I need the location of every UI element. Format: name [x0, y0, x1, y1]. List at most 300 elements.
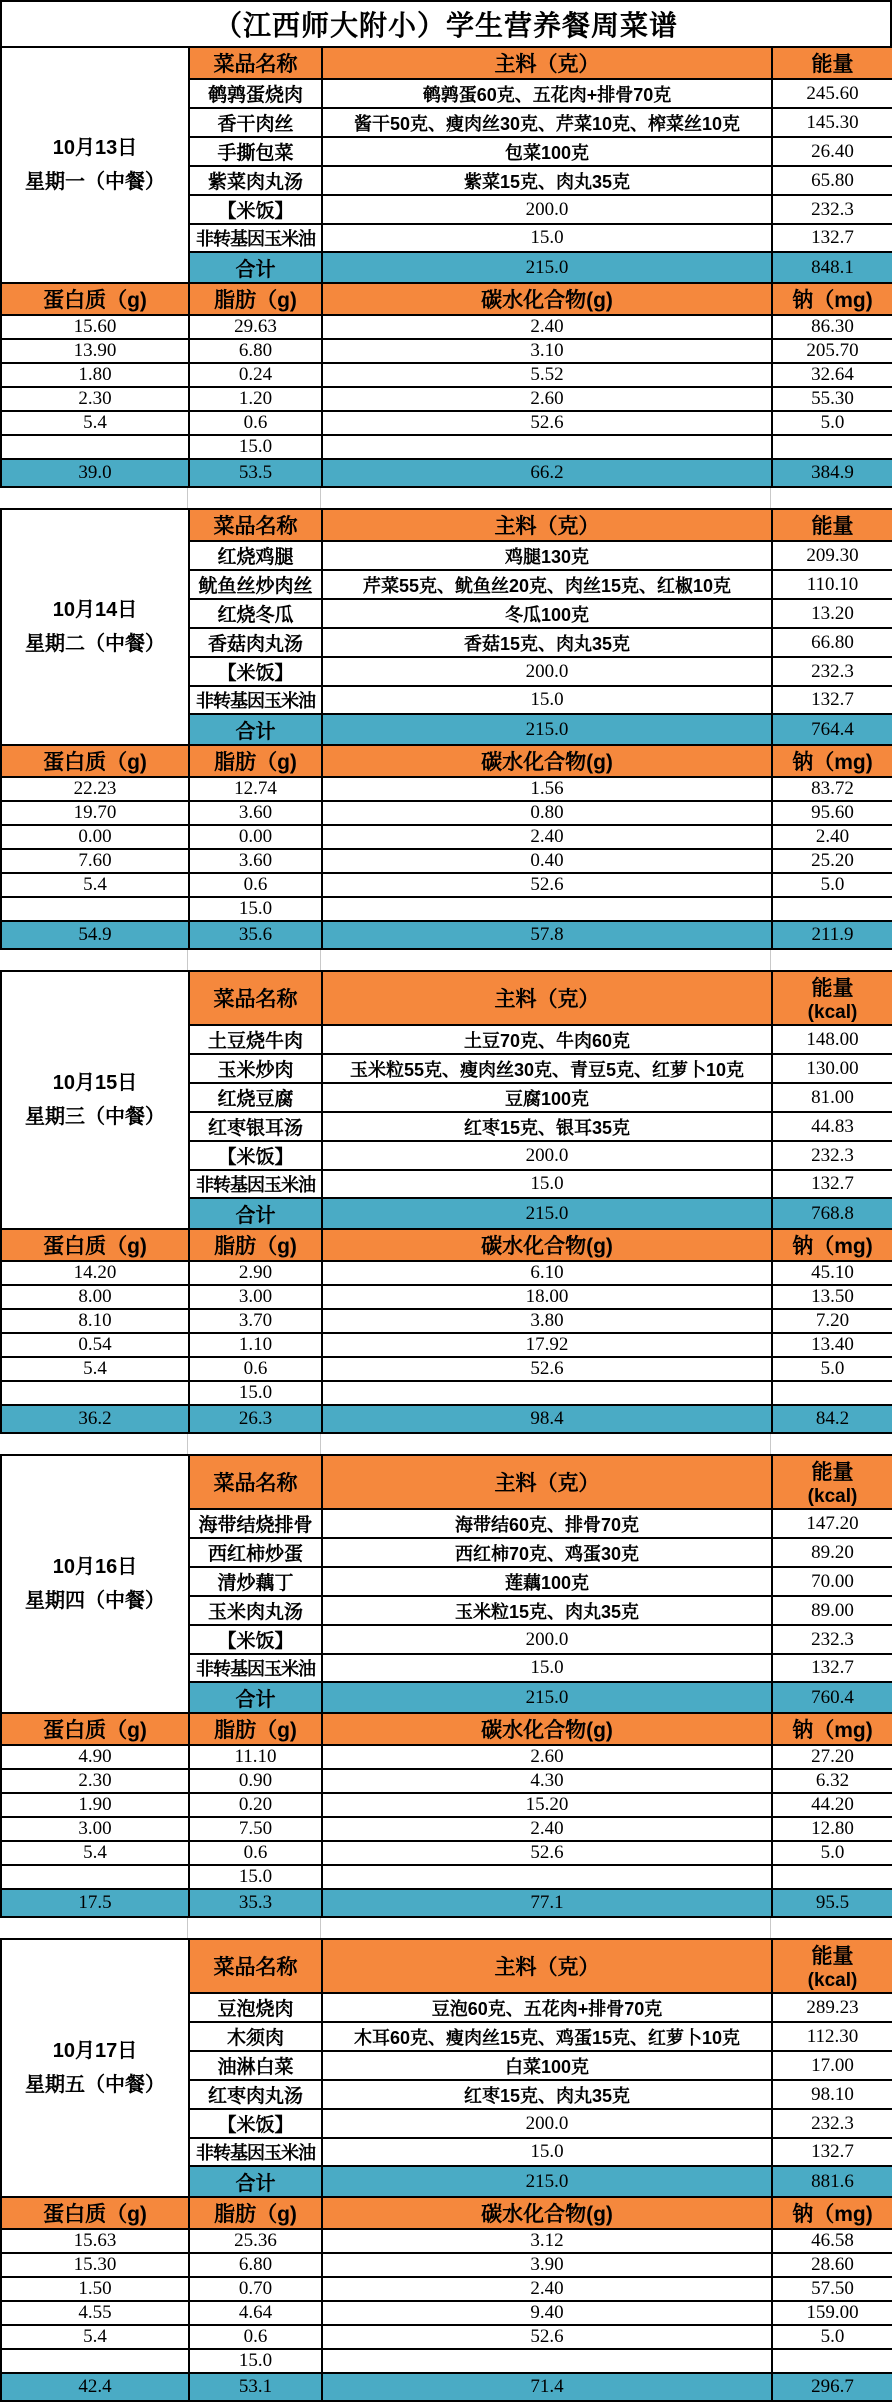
fat-total: 26.3: [189, 1405, 322, 1433]
nutrient-row: [1, 1285, 892, 1309]
sodium-value: 95.60: [772, 801, 892, 825]
dish-energy-cell: 70.00: [772, 1567, 892, 1596]
carbs-value: 0.40: [322, 849, 772, 873]
sodium-value: 5.0: [772, 411, 892, 435]
sodium-value: [772, 2349, 892, 2373]
protein-value: 4.55: [1, 2301, 189, 2325]
dish-ingredients-cell: 玉米粒55克、瘦肉丝30克、青豆5克、红萝卜10克: [322, 1054, 772, 1083]
col-header-fat: 脂肪（g): [189, 283, 322, 315]
menu-total-energy: 768.8: [772, 1198, 892, 1229]
sodium-value: 7.20: [772, 1309, 892, 1333]
sodium-total: 384.9: [772, 459, 892, 487]
block-gap: [0, 488, 892, 508]
dish-ingredients-cell: 莲藕100克: [322, 1567, 772, 1596]
dish-ingredients-cell: 紫菜15克、肉丸35克: [322, 166, 772, 195]
protein-value: 5.4: [1, 2325, 189, 2349]
sodium-value: 45.10: [772, 1261, 892, 1285]
sodium-value: 6.32: [772, 1769, 892, 1793]
col-header-ingredients: 主料（克）: [322, 47, 772, 79]
protein-value: [1, 1381, 189, 1405]
dish-energy-cell: 130.00: [772, 1054, 892, 1083]
sodium-value: 5.0: [772, 1357, 892, 1381]
nutrient-total-row: [1, 1889, 892, 1917]
nutrient-row: [1, 387, 892, 411]
col-header-protein: 蛋白质（g): [1, 283, 189, 315]
oil-energy-cell: 132.7: [772, 1170, 892, 1198]
menu-total-label: 合计: [189, 2166, 322, 2197]
protein-value: 2.30: [1, 387, 189, 411]
gridline: [187, 1434, 188, 1454]
carbs-value: [322, 1381, 772, 1405]
dish-energy-cell: 13.20: [772, 599, 892, 628]
fat-value: 15.0: [189, 435, 322, 459]
menu-total-energy: 881.6: [772, 2166, 892, 2197]
nutrient-row: [1, 1357, 892, 1381]
fat-value: 6.80: [189, 339, 322, 363]
carbs-value: 9.40: [322, 2301, 772, 2325]
dish-energy-cell: 110.10: [772, 570, 892, 599]
day-menu-block: [0, 1454, 892, 1938]
col-header-fat: 脂肪（g): [189, 1713, 322, 1745]
protein-value: 3.00: [1, 1817, 189, 1841]
day-weekday: 星期四（中餐）: [25, 1590, 165, 1612]
nutrient-row: [1, 825, 892, 849]
dish-name-cell: 香菇肉丸汤: [189, 628, 322, 657]
carbs-value: [322, 1865, 772, 1889]
col-header-carbs: 碳水化合物(g): [322, 1229, 772, 1261]
dish-energy-cell: 148.00: [772, 1025, 892, 1054]
col-header-energy: [772, 971, 892, 1025]
dish-ingredients-cell: 土豆70克、牛肉60克: [322, 1025, 772, 1054]
protein-value: 8.10: [1, 1309, 189, 1333]
sodium-value: [772, 1865, 892, 1889]
nutrient-row: [1, 435, 892, 459]
fat-total: 35.6: [189, 921, 322, 949]
fat-total: 35.3: [189, 1889, 322, 1917]
day-date: 10月16日: [52, 1556, 138, 1578]
protein-value: [1, 2349, 189, 2373]
dish-name-cell: 海带结烧排骨: [189, 1509, 322, 1538]
nutrient-header-row: [1, 1713, 892, 1745]
nutrient-row: [1, 339, 892, 363]
fat-value: 25.36: [189, 2229, 322, 2253]
menu-total-energy: 760.4: [772, 1682, 892, 1713]
nutrient-row: [1, 777, 892, 801]
dish-ingredients-cell: 木耳60克、瘦肉丝15克、鸡蛋15克、红萝卜10克: [322, 2022, 772, 2051]
gridline: [187, 488, 188, 508]
nutrient-total-row: [1, 459, 892, 487]
nutrient-row: [1, 1333, 892, 1357]
col-header-carbs: 碳水化合物(g): [322, 2197, 772, 2229]
protein-value: [1, 1865, 189, 1889]
nutrient-row: [1, 411, 892, 435]
rice-energy-cell: 232.3: [772, 1625, 892, 1654]
dish-name-cell: 红烧冬瓜: [189, 599, 322, 628]
carbs-value: 3.80: [322, 1309, 772, 1333]
menu-total-label: 合计: [189, 1682, 322, 1713]
protein-value: [1, 435, 189, 459]
dish-ingredients-cell: 芹菜55克、鱿鱼丝20克、肉丝15克、红椒10克: [322, 570, 772, 599]
sodium-value: 57.50: [772, 2277, 892, 2301]
nutrient-row: [1, 873, 892, 897]
sodium-value: 27.20: [772, 1745, 892, 1769]
menu-blocks: [0, 46, 892, 2402]
menu-total-amount: 215.0: [322, 1682, 772, 1713]
dish-name-cell: 红烧豆腐: [189, 1083, 322, 1112]
dish-name-cell: 手撕包菜: [189, 137, 322, 166]
fat-value: 0.70: [189, 2277, 322, 2301]
fat-value: 7.50: [189, 1817, 322, 1841]
protein-value: [1, 897, 189, 921]
col-header-ingredients: 主料（克）: [322, 1455, 772, 1509]
day-label-cell: [1, 1455, 189, 1713]
dish-energy-cell: 89.00: [772, 1596, 892, 1625]
protein-total: 54.9: [1, 921, 189, 949]
oil-energy-cell: 132.7: [772, 1654, 892, 1682]
fat-value: 15.0: [189, 897, 322, 921]
fat-value: 3.00: [189, 1285, 322, 1309]
rice-label-cell: 【米饭】: [189, 1625, 322, 1654]
col-header-dish-name: 菜品名称: [189, 509, 322, 541]
dish-ingredients-cell: 包菜100克: [322, 137, 772, 166]
col-header-energy: [772, 509, 892, 541]
dish-energy-cell: 26.40: [772, 137, 892, 166]
nutrient-row: [1, 1309, 892, 1333]
dish-energy-cell: 112.30: [772, 2022, 892, 2051]
fat-value: 12.74: [189, 777, 322, 801]
dish-name-cell: 木须肉: [189, 2022, 322, 2051]
carbs-value: 2.40: [322, 825, 772, 849]
day-weekday: 星期五（中餐）: [25, 2074, 165, 2096]
dish-ingredients-cell: 酱干50克、瘦肉丝30克、芹菜10克、榨菜丝10克: [322, 108, 772, 137]
dish-energy-cell: 66.80: [772, 628, 892, 657]
menu-total-amount: 215.0: [322, 252, 772, 283]
carbs-value: [322, 435, 772, 459]
dish-ingredients-cell: 香菇15克、肉丸35克: [322, 628, 772, 657]
dish-ingredients-cell: 鸡腿130克: [322, 541, 772, 570]
rice-amount-cell: 200.0: [322, 2109, 772, 2138]
protein-value: 19.70: [1, 801, 189, 825]
dish-energy-cell: 44.83: [772, 1112, 892, 1141]
dish-ingredients-cell: 红枣15克、银耳35克: [322, 1112, 772, 1141]
dish-ingredients-cell: 鹌鹑蛋60克、五花肉+排骨70克: [322, 79, 772, 108]
block-gap: [0, 1918, 892, 1938]
col-header-protein: 蛋白质（g): [1, 1713, 189, 1745]
sodium-value: 44.20: [772, 1793, 892, 1817]
dish-energy-cell: 65.80: [772, 166, 892, 195]
nutrient-row: [1, 315, 892, 339]
sodium-value: 5.0: [772, 1841, 892, 1865]
carbs-value: 2.40: [322, 1817, 772, 1841]
energy-label: 能量: [811, 1945, 854, 1968]
fat-value: 0.6: [189, 1357, 322, 1381]
menu-total-amount: 215.0: [322, 2166, 772, 2197]
protein-total: 42.4: [1, 2373, 189, 2401]
fat-value: 4.64: [189, 2301, 322, 2325]
carbs-value: 3.10: [322, 339, 772, 363]
sodium-value: [772, 897, 892, 921]
carbs-value: 5.52: [322, 363, 772, 387]
carbs-value: [322, 2349, 772, 2373]
fat-value: 3.60: [189, 801, 322, 825]
dish-ingredients-cell: 白菜100克: [322, 2051, 772, 2080]
dish-energy-cell: 289.23: [772, 1993, 892, 2022]
col-header-sodium: 钠（mg): [772, 283, 892, 315]
gridline: [320, 950, 321, 970]
fat-value: 11.10: [189, 1745, 322, 1769]
day-date: 10月13日: [52, 137, 138, 159]
day-label-cell: [1, 971, 189, 1229]
menu-total-label: 合计: [189, 1198, 322, 1229]
sodium-total: 211.9: [772, 921, 892, 949]
fat-value: 1.20: [189, 387, 322, 411]
dish-energy-cell: 89.20: [772, 1538, 892, 1567]
sodium-value: 32.64: [772, 363, 892, 387]
dish-name-cell: 玉米肉丸汤: [189, 1596, 322, 1625]
day-menu-block: [0, 1938, 892, 2402]
sodium-value: 159.00: [772, 2301, 892, 2325]
col-header-carbs: 碳水化合物(g): [322, 283, 772, 315]
protein-value: 1.90: [1, 1793, 189, 1817]
oil-amount-cell: 15.0: [322, 1654, 772, 1682]
day-menu-block: [0, 46, 892, 508]
fat-total: 53.5: [189, 459, 322, 487]
energy-unit-label: (kcal): [807, 1002, 858, 1023]
fat-value: 0.00: [189, 825, 322, 849]
dish-name-cell: 清炒藕丁: [189, 1567, 322, 1596]
carbs-total: 98.4: [322, 1405, 772, 1433]
fat-value: 29.63: [189, 315, 322, 339]
nutrient-row: [1, 363, 892, 387]
nutrient-total-row: [1, 2373, 892, 2401]
protein-value: 14.20: [1, 1261, 189, 1285]
menu-header-row: [1, 509, 892, 541]
rice-amount-cell: 200.0: [322, 195, 772, 224]
sodium-value: 25.20: [772, 849, 892, 873]
protein-value: 7.60: [1, 849, 189, 873]
carbs-value: 2.60: [322, 387, 772, 411]
oil-amount-cell: 15.0: [322, 2138, 772, 2166]
dish-name-cell: 红枣银耳汤: [189, 1112, 322, 1141]
nutrient-row: [1, 897, 892, 921]
menu-total-amount: 215.0: [322, 714, 772, 745]
rice-amount-cell: 200.0: [322, 1625, 772, 1654]
carbs-value: 0.80: [322, 801, 772, 825]
carbs-value: 17.92: [322, 1333, 772, 1357]
carbs-total: 77.1: [322, 1889, 772, 1917]
gridline: [770, 950, 771, 970]
nutrient-header-row: [1, 1229, 892, 1261]
energy-unit-label: (kcal): [807, 1970, 858, 1991]
col-header-ingredients: 主料（克）: [322, 971, 772, 1025]
dish-name-cell: 土豆烧牛肉: [189, 1025, 322, 1054]
energy-label: 能量: [811, 977, 854, 1000]
sodium-total: 95.5: [772, 1889, 892, 1917]
fat-value: 0.6: [189, 2325, 322, 2349]
oil-label-cell: 非转基因玉米油: [189, 1170, 322, 1198]
carbs-value: 52.6: [322, 873, 772, 897]
oil-energy-cell: 132.7: [772, 2138, 892, 2166]
sodium-total: 296.7: [772, 2373, 892, 2401]
dish-energy-cell: 147.20: [772, 1509, 892, 1538]
protein-total: 17.5: [1, 1889, 189, 1917]
oil-amount-cell: 15.0: [322, 686, 772, 714]
protein-value: 1.50: [1, 2277, 189, 2301]
protein-value: 2.30: [1, 1769, 189, 1793]
sodium-value: 12.80: [772, 1817, 892, 1841]
gridline: [320, 1918, 321, 1938]
protein-value: 0.54: [1, 1333, 189, 1357]
energy-label: 能量: [811, 1461, 854, 1484]
fat-value: 15.0: [189, 1865, 322, 1889]
nutrient-row: [1, 849, 892, 873]
nutrient-row: [1, 2325, 892, 2349]
block-gap: [0, 1434, 892, 1454]
nutrient-header-row: [1, 745, 892, 777]
dish-name-cell: 鹌鹑蛋烧肉: [189, 79, 322, 108]
carbs-value: 6.10: [322, 1261, 772, 1285]
oil-energy-cell: 132.7: [772, 224, 892, 252]
energy-unit-label: (kcal): [807, 1486, 858, 1507]
oil-label-cell: 非转基因玉米油: [189, 2138, 322, 2166]
dish-ingredients-cell: 海带结60克、排骨70克: [322, 1509, 772, 1538]
rice-amount-cell: 200.0: [322, 1141, 772, 1170]
day-menu-table: [0, 46, 892, 488]
carbs-value: 3.90: [322, 2253, 772, 2277]
dish-name-cell: 鱿鱼丝炒肉丝: [189, 570, 322, 599]
sodium-value: 86.30: [772, 315, 892, 339]
oil-amount-cell: 15.0: [322, 1170, 772, 1198]
rice-energy-cell: 232.3: [772, 2109, 892, 2138]
sodium-total: 84.2: [772, 1405, 892, 1433]
col-header-energy: [772, 1455, 892, 1509]
sodium-value: 2.40: [772, 825, 892, 849]
nutrient-row: [1, 1841, 892, 1865]
gridline: [770, 488, 771, 508]
day-weekday: 星期二（中餐）: [25, 633, 165, 655]
fat-value: 1.10: [189, 1333, 322, 1357]
day-menu-table: [0, 1454, 892, 1918]
oil-label-cell: 非转基因玉米油: [189, 686, 322, 714]
menu-total-energy: 764.4: [772, 714, 892, 745]
menu-header-row: [1, 971, 892, 1025]
dish-name-cell: 红枣肉丸汤: [189, 2080, 322, 2109]
protein-value: 0.00: [1, 825, 189, 849]
carbs-value: 2.60: [322, 1745, 772, 1769]
carbs-total: 57.8: [322, 921, 772, 949]
oil-energy-cell: 132.7: [772, 686, 892, 714]
carbs-value: 18.00: [322, 1285, 772, 1309]
nutrient-row: [1, 1261, 892, 1285]
sodium-value: [772, 1381, 892, 1405]
day-menu-block: [0, 970, 892, 1454]
col-header-sodium: 钠（mg): [772, 2197, 892, 2229]
col-header-carbs: 碳水化合物(g): [322, 745, 772, 777]
fat-value: 0.6: [189, 1841, 322, 1865]
day-date: 10月15日: [52, 1072, 138, 1094]
carbs-value: 2.40: [322, 2277, 772, 2301]
rice-label-cell: 【米饭】: [189, 2109, 322, 2138]
col-header-dish-name: 菜品名称: [189, 1939, 322, 1993]
gridline: [320, 488, 321, 508]
fat-value: 15.0: [189, 1381, 322, 1405]
day-date: 10月17日: [52, 2040, 138, 2062]
carbs-value: 4.30: [322, 1769, 772, 1793]
dish-energy-cell: 98.10: [772, 2080, 892, 2109]
gridline: [770, 1434, 771, 1454]
carbs-value: 1.56: [322, 777, 772, 801]
col-header-sodium: 钠（mg): [772, 1229, 892, 1261]
col-header-fat: 脂肪（g): [189, 2197, 322, 2229]
rice-label-cell: 【米饭】: [189, 1141, 322, 1170]
dish-energy-cell: 245.60: [772, 79, 892, 108]
carbs-value: 52.6: [322, 411, 772, 435]
day-menu-table: [0, 1938, 892, 2402]
day-menu-table: [0, 970, 892, 1434]
dish-energy-cell: 145.30: [772, 108, 892, 137]
col-header-fat: 脂肪（g): [189, 1229, 322, 1261]
fat-value: 0.24: [189, 363, 322, 387]
protein-value: 22.23: [1, 777, 189, 801]
fat-value: 6.80: [189, 2253, 322, 2277]
dish-ingredients-cell: 玉米粒15克、肉丸35克: [322, 1596, 772, 1625]
col-header-carbs: 碳水化合物(g): [322, 1713, 772, 1745]
day-weekday: 星期一（中餐）: [25, 171, 165, 193]
fat-value: 3.70: [189, 1309, 322, 1333]
fat-value: 15.0: [189, 2349, 322, 2373]
gridline: [770, 1918, 771, 1938]
carbs-total: 66.2: [322, 459, 772, 487]
dish-name-cell: 豆泡烧肉: [189, 1993, 322, 2022]
col-header-protein: 蛋白质（g): [1, 745, 189, 777]
col-header-ingredients: 主料（克）: [322, 1939, 772, 1993]
fat-total: 53.1: [189, 2373, 322, 2401]
dish-name-cell: 油淋白菜: [189, 2051, 322, 2080]
sodium-value: 5.0: [772, 2325, 892, 2349]
protein-value: 15.63: [1, 2229, 189, 2253]
nutrient-row: [1, 1769, 892, 1793]
col-header-energy: [772, 1939, 892, 1993]
dish-energy-cell: 17.00: [772, 2051, 892, 2080]
carbs-value: 15.20: [322, 1793, 772, 1817]
nutrient-row: [1, 2253, 892, 2277]
protein-total: 36.2: [1, 1405, 189, 1433]
nutrient-row: [1, 1745, 892, 1769]
sodium-value: 28.60: [772, 2253, 892, 2277]
carbs-value: 52.6: [322, 1841, 772, 1865]
nutrient-row: [1, 1381, 892, 1405]
col-header-dish-name: 菜品名称: [189, 971, 322, 1025]
sodium-value: 46.58: [772, 2229, 892, 2253]
dish-name-cell: 玉米炒肉: [189, 1054, 322, 1083]
gridline: [187, 1918, 188, 1938]
fat-value: 0.6: [189, 411, 322, 435]
menu-header-row: [1, 1939, 892, 1993]
col-header-dish-name: 菜品名称: [189, 1455, 322, 1509]
col-header-ingredients: 主料（克）: [322, 509, 772, 541]
sodium-value: 13.40: [772, 1333, 892, 1357]
dish-ingredients-cell: 豆泡60克、五花肉+排骨70克: [322, 1993, 772, 2022]
sodium-value: 55.30: [772, 387, 892, 411]
oil-label-cell: 非转基因玉米油: [189, 1654, 322, 1682]
rice-label-cell: 【米饭】: [189, 195, 322, 224]
rice-label-cell: 【米饭】: [189, 657, 322, 686]
protein-value: 1.80: [1, 363, 189, 387]
carbs-value: 3.12: [322, 2229, 772, 2253]
day-label-cell: [1, 1939, 189, 2197]
nutrient-row: [1, 1865, 892, 1889]
sodium-value: 5.0: [772, 873, 892, 897]
